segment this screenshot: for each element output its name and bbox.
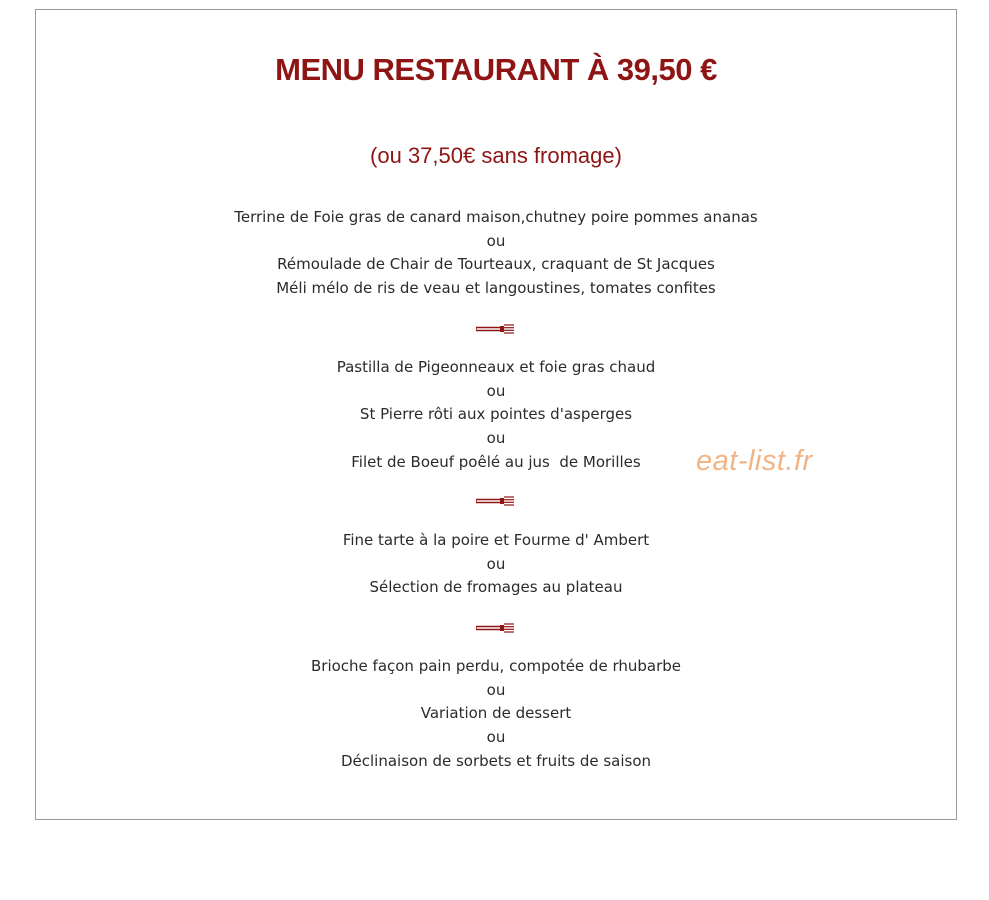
dish-line: Filet de Boeuf poêlé au jus de Morilles bbox=[351, 452, 641, 471]
dish-line: St Pierre rôti aux pointes d'asperges bbox=[359, 405, 633, 424]
dish-line: Méli mélo de ris de veau et langoustines, tomates confites bbox=[276, 279, 716, 298]
course-divider bbox=[36, 322, 956, 336]
course-starters bbox=[36, 206, 956, 301]
watermark-text: eat-list.fr bbox=[696, 445, 813, 477]
fork-icon bbox=[476, 621, 516, 638]
or-separator: ou bbox=[486, 680, 506, 699]
course-divider bbox=[36, 494, 956, 508]
fork-icon bbox=[476, 322, 516, 339]
dish-line: Déclinaison de sorbets et fruits de saison bbox=[340, 751, 652, 770]
menu-card bbox=[35, 9, 957, 820]
course-divider bbox=[36, 621, 956, 635]
fork-icon bbox=[476, 494, 516, 511]
or-separator: ou bbox=[486, 554, 506, 573]
dish-line: Terrine de Foie gras de canard maison,chutney poire pommes ananas bbox=[234, 208, 758, 226]
or-separator: ou bbox=[486, 381, 506, 400]
dish-line: Sélection de fromages au plateau bbox=[369, 578, 623, 597]
or-separator: ou bbox=[486, 728, 506, 747]
or-separator: ou bbox=[486, 429, 506, 448]
dish-line: Rémoulade de Chair de Tourteaux, craquant de St Jacques bbox=[277, 255, 715, 274]
menu-subtitle: (ou 37,50€ sans fromage) bbox=[370, 143, 622, 168]
dish-line: Pastilla de Pigeonneaux et foie gras chaud bbox=[336, 358, 656, 376]
menu-title: MENU RESTAURANT À 39,50 € bbox=[275, 52, 717, 87]
dish-line: Variation de dessert bbox=[420, 704, 572, 723]
or-separator: ou bbox=[486, 231, 506, 250]
course-desserts bbox=[36, 655, 956, 774]
dish-line: Fine tarte à la poire et Fourme d' Ambert bbox=[342, 531, 650, 549]
course-mains bbox=[36, 356, 956, 475]
course-cheese bbox=[36, 529, 956, 600]
dish-line: Brioche façon pain perdu, compotée de rhubarbe bbox=[310, 657, 681, 675]
